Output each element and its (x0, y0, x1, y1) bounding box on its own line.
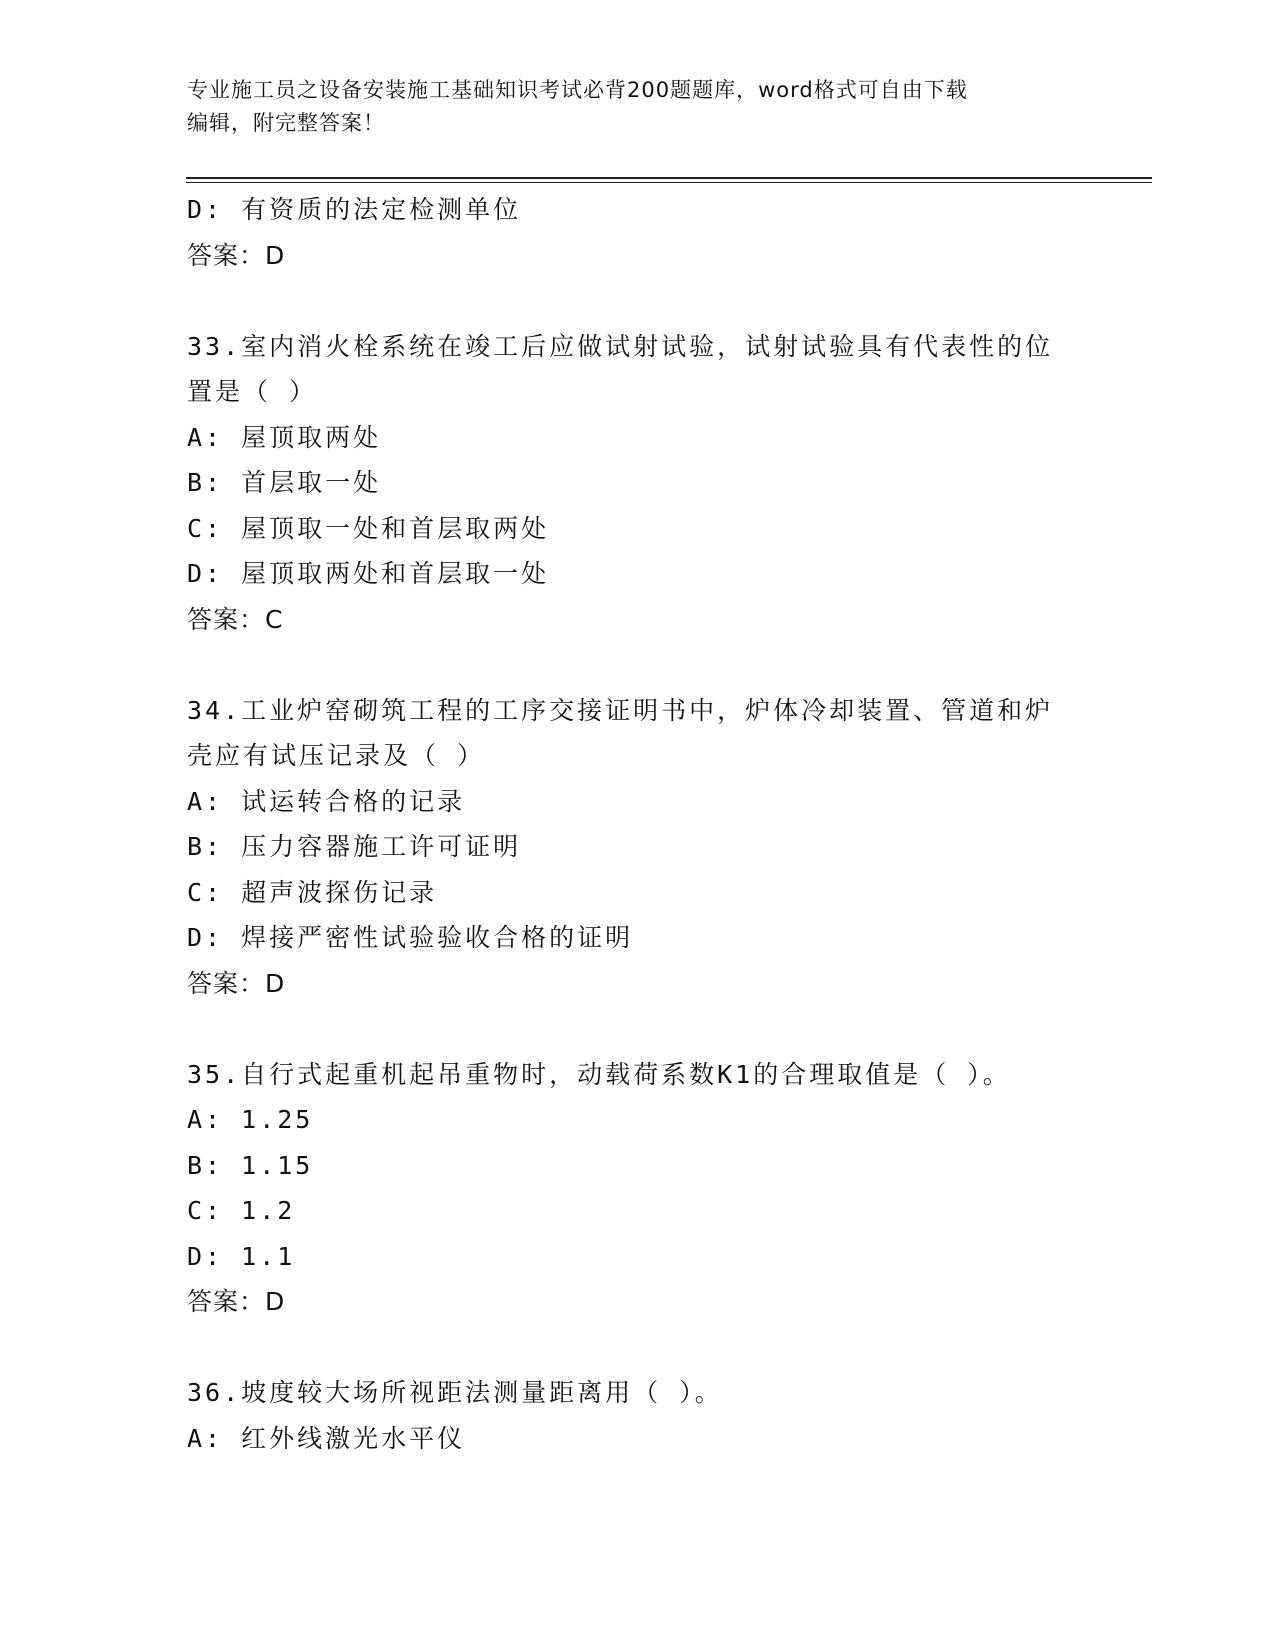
spacer (187, 1325, 1087, 1371)
question-list (187, 187, 1087, 1461)
option-a: A: 屋顶取两处 (187, 422, 382, 452)
spacer (187, 642, 1087, 688)
option-c: C: 屋顶取一处和首层取两处 (187, 513, 550, 543)
answer-line: 答案：D (187, 240, 286, 270)
question-stem: 35.自行式起重机起吊重物时，动载荷系数K1的合理取值是（ ）。 (187, 1059, 1011, 1089)
question-stem: 36.坡度较大场所视距法测量距离用（ ）。 (187, 1378, 723, 1407)
answer-line: 答案：D (187, 1287, 286, 1316)
header-title-line-1: 专业施工员之设备安装施工基础知识考试必背200题题库，word格式可自由下载 (187, 78, 968, 102)
option-d: D: 1.1 (187, 1241, 296, 1271)
header-title-line-2: 编辑，附完整答案！ (187, 111, 385, 135)
document-header (187, 74, 1087, 140)
option-a: A: 1.25 (187, 1105, 314, 1134)
question-35 (187, 1052, 1087, 1325)
question-36 (187, 1370, 1087, 1461)
option-a: A: 试运转合格的记录 (187, 786, 466, 816)
option-b: B: 压力容器施工许可证明 (187, 832, 522, 861)
option-a: A: 红外线激光水平仪 (187, 1423, 466, 1453)
option-c: C: 超声波探伤记录 (187, 877, 438, 907)
spacer (187, 1006, 1087, 1052)
option-d: D: 焊接严密性试验验收合格的证明 (187, 923, 634, 952)
question-stem-continued: 壳应有试压记录及（ ） (187, 741, 486, 770)
answer-line: 答案：D (187, 968, 286, 998)
question-stem: 33.室内消火栓系统在竣工后应做试射试验，试射试验具有代表性的位 (187, 331, 1054, 361)
option-b: B: 1.15 (187, 1150, 314, 1180)
option-c: C: 1.2 (187, 1196, 296, 1225)
option-d: D: 屋顶取两处和首层取一处 (187, 559, 550, 588)
question-stem-continued: 置是（ ） (187, 377, 318, 406)
option-b: B: 首层取一处 (187, 468, 382, 497)
answer-line: 答案：C (187, 604, 284, 634)
question-33 (187, 324, 1087, 643)
header-rule-thin (186, 182, 1152, 183)
spacer (187, 278, 1087, 324)
question-34 (187, 688, 1087, 1007)
option-d: D: 有资质的法定检测单位 (187, 195, 522, 224)
header-rule-thick (186, 177, 1152, 179)
question-stem: 34.工业炉窑砌筑工程的工序交接证明书中，炉体冷却装置、管道和炉 (187, 695, 1054, 725)
